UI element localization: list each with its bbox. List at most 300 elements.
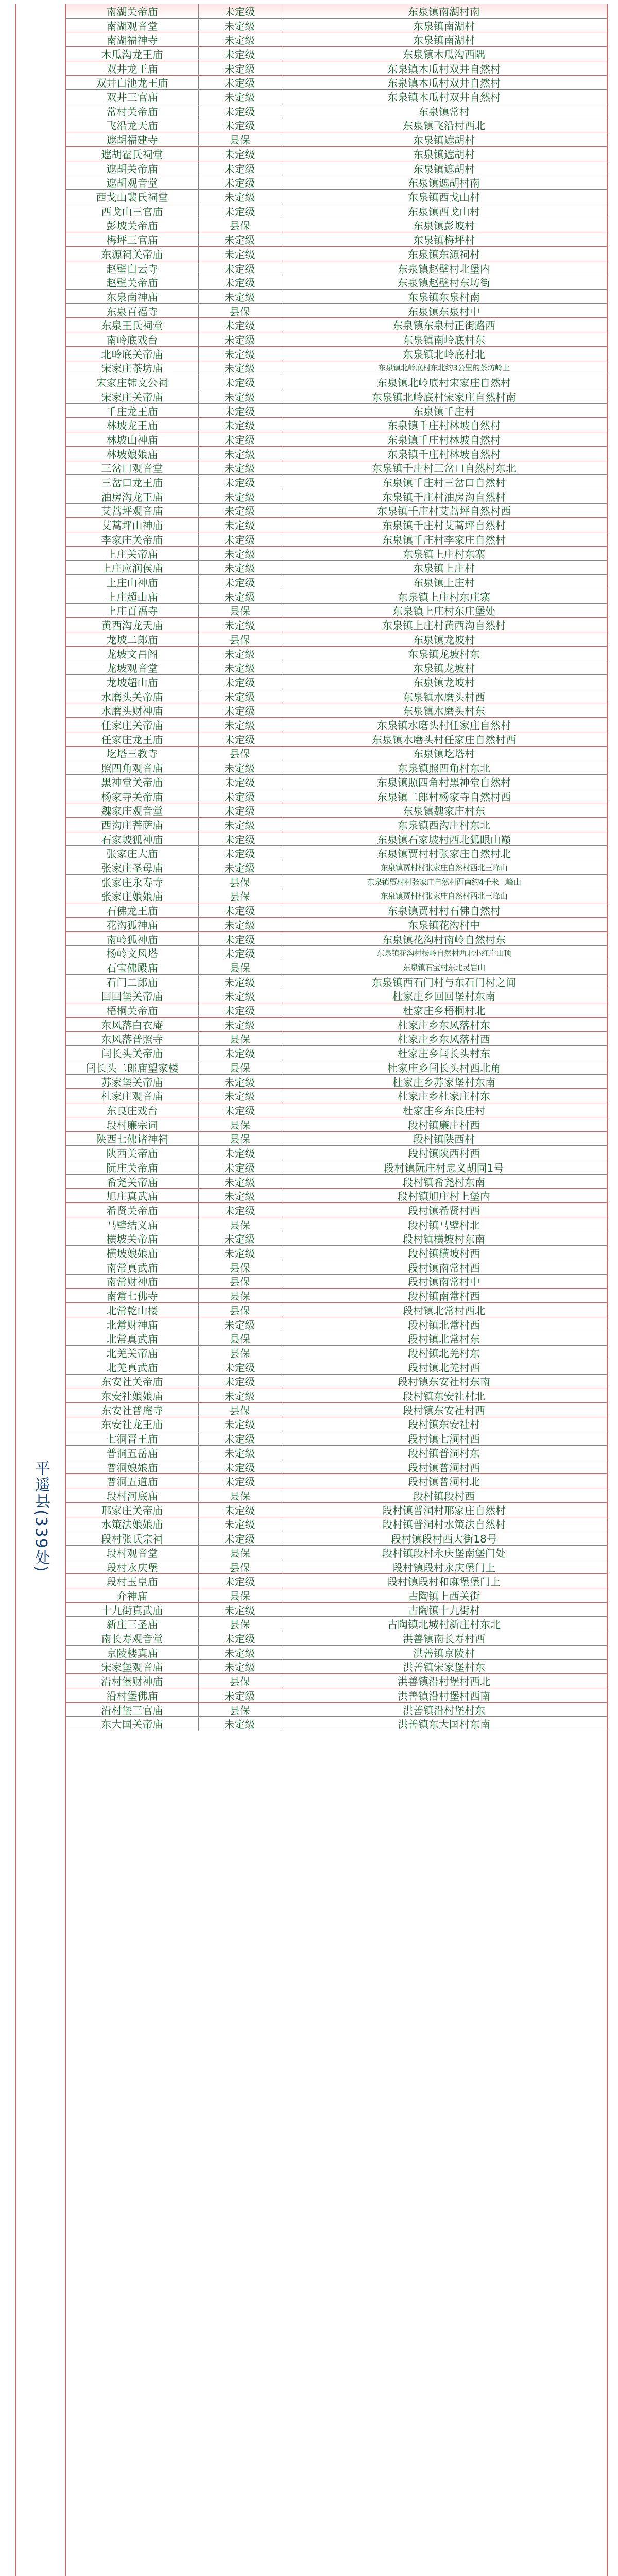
table-row	[66, 175, 607, 190]
protection-level-cell: 县保	[199, 960, 281, 974]
table-row	[66, 1617, 607, 1631]
table-row	[66, 32, 607, 47]
protection-level-cell: 未定级	[199, 1160, 281, 1174]
site-name-cell: 东安社娘娘庙	[66, 1388, 199, 1402]
site-name-cell: 北常真武庙	[66, 1331, 199, 1345]
site-name-cell: 林坡山神庙	[66, 432, 199, 446]
site-name-cell: 张家庄大庙	[66, 846, 199, 860]
site-name-cell: 南常七佛寺	[66, 1289, 199, 1302]
protection-level-cell: 未定级	[199, 1474, 281, 1488]
table-row	[66, 1474, 607, 1488]
protection-level-cell: 未定级	[199, 1103, 281, 1117]
location-cell: 东泉镇西戈山村	[408, 205, 480, 218]
location-cell: 杜家庄乡梧桐村北	[403, 1005, 485, 1017]
table-row	[66, 1717, 607, 1731]
table-row	[66, 461, 607, 476]
table-row	[66, 875, 607, 889]
location-cell: 东泉镇东泉村中	[408, 305, 480, 318]
protection-level-cell: 未定级	[199, 1075, 281, 1089]
table-row	[66, 1231, 607, 1246]
table-row	[66, 1631, 607, 1646]
location-cell: 东泉镇东源祠村	[408, 248, 480, 261]
location-cell: 段村镇南常村西	[408, 1261, 480, 1274]
table-row	[66, 1531, 607, 1546]
protection-level-cell: 未定级	[199, 547, 281, 561]
location-cell: 洪善镇南长寿村西	[403, 1633, 485, 1645]
protection-level-cell: 未定级	[199, 104, 281, 118]
table-row	[66, 275, 607, 290]
table-row	[66, 1560, 607, 1574]
location-cell: 东泉镇照四角村黑神堂自然村	[377, 776, 511, 789]
protection-level-cell: 未定级	[199, 703, 281, 717]
table-row	[66, 946, 607, 960]
protection-level-cell: 未定级	[199, 404, 281, 418]
table-row	[66, 575, 607, 589]
protection-level-cell: 未定级	[199, 903, 281, 917]
location-cell: 东泉镇北岭底村宋家庄自然村	[377, 377, 511, 389]
site-name-cell: 段村玉皇庙	[66, 1574, 199, 1588]
table-row	[66, 1275, 607, 1289]
location-cell: 段村镇东安社村	[408, 1418, 480, 1431]
table-row	[66, 1574, 607, 1588]
location-cell: 东泉镇贾村村张家庄自然村北	[377, 848, 511, 860]
protection-level-cell: 未定级	[199, 618, 281, 632]
site-name-cell: 三岔口龙王庙	[66, 475, 199, 489]
location-cell: 东泉镇二郎村杨家寺自然村西	[377, 790, 511, 803]
protection-level-cell: 未定级	[199, 789, 281, 803]
table-row	[66, 475, 607, 489]
table-row	[66, 347, 607, 361]
site-name-cell: 石宝佛殿庙	[66, 960, 199, 974]
table-row	[66, 803, 607, 818]
table-row	[66, 1289, 607, 1303]
table-row	[66, 846, 607, 860]
table-row	[66, 532, 607, 547]
protection-level-cell: 未定级	[199, 1388, 281, 1402]
location-cell: 段村镇马壁村北	[408, 1218, 480, 1231]
protection-level-cell: 县保	[199, 1703, 281, 1717]
protection-level-cell: 未定级	[199, 675, 281, 689]
table-row	[66, 989, 607, 1004]
site-name-cell: 东良庄戏台	[66, 1103, 199, 1117]
location-cell: 东泉镇南湖村	[413, 34, 475, 47]
site-name-cell: 陕西关帝庙	[66, 1146, 199, 1160]
protection-level-cell: 县保	[199, 1546, 281, 1560]
location-cell: 段村镇段村永庆堡门上	[392, 1561, 495, 1574]
location-cell: 古陶镇十九街村	[408, 1604, 480, 1617]
protection-level-cell: 县保	[199, 1560, 281, 1574]
table-body	[66, 4, 607, 1731]
location-cell: 东泉镇木瓜村双井自然村	[387, 91, 501, 104]
site-name-cell: 横坡娘娘庙	[66, 1246, 199, 1260]
table-row	[66, 1431, 607, 1446]
table-row	[66, 1175, 607, 1189]
site-name-cell: 东泉南神庙	[66, 290, 199, 303]
location-cell: 东泉镇东泉村正街路西	[392, 319, 495, 332]
location-cell: 东泉镇千庄村林坡自然村	[387, 448, 501, 461]
location-cell: 杜家庄乡东风落村西	[398, 1033, 490, 1046]
site-name-cell: 希贤关帝庙	[66, 1203, 199, 1217]
site-name-cell: 双井三官庙	[66, 90, 199, 104]
protection-level-cell: 县保	[199, 1588, 281, 1602]
location-cell: 东泉镇贾村村张家庄自然村西南约4千米三峰山	[367, 877, 521, 887]
location-cell: 古陶镇上西关街	[408, 1589, 480, 1602]
site-name-cell: 南岭底戏台	[66, 332, 199, 346]
location-cell: 段村镇普洞村水策法自然村	[382, 1518, 506, 1531]
protection-level-cell: 未定级	[199, 532, 281, 546]
site-name-cell: 李家庄关帝庙	[66, 532, 199, 546]
table-row	[66, 1060, 607, 1075]
site-name-cell: 沿村堡佛庙	[66, 1688, 199, 1702]
site-name-cell: 闫长头关帝庙	[66, 1046, 199, 1060]
site-name-cell: 梅坪三官庙	[66, 232, 199, 246]
protection-level-cell: 县保	[199, 632, 281, 646]
protection-level-cell: 未定级	[199, 989, 281, 1003]
site-name-cell: 段村观音堂	[66, 1546, 199, 1560]
site-name-cell: 西戈山三官庙	[66, 204, 199, 218]
site-name-cell: 北岭底关帝庙	[66, 347, 199, 361]
records-table	[15, 4, 608, 2576]
site-name-cell: 北常财神庙	[66, 1317, 199, 1331]
location-cell: 洪善镇沿村堡村西南	[398, 1689, 490, 1702]
site-name-cell: 介神庙	[66, 1588, 199, 1602]
location-cell: 东泉镇西石门村与东石门村之间	[372, 976, 516, 989]
protection-level-cell: 未定级	[199, 332, 281, 346]
site-name-cell: 艾蒿坪山神庙	[66, 518, 199, 532]
table-row	[66, 1303, 607, 1317]
location-cell: 东泉镇千庄村艾蒿坪自然村西	[377, 505, 511, 518]
location-cell: 段村镇希贤村西	[408, 1204, 480, 1217]
table-row	[66, 1075, 607, 1089]
location-cell: 杜家庄乡苏家堡村东南	[392, 1076, 495, 1089]
site-name-cell: 魏家庄观音堂	[66, 803, 199, 817]
protection-level-cell: 县保	[199, 1617, 281, 1631]
table-row	[66, 1260, 607, 1275]
protection-level-cell: 未定级	[199, 118, 281, 132]
location-cell: 段村镇普洞村东	[408, 1447, 480, 1460]
location-cell: 东泉镇花沟村杨岭自然村西北小红崖山顶	[376, 948, 511, 958]
site-name-cell: 东源祠关帝庙	[66, 247, 199, 261]
site-name-cell: 东泉百福寺	[66, 304, 199, 318]
site-name-cell: 石佛龙王庙	[66, 903, 199, 917]
protection-level-cell: 未定级	[199, 361, 281, 375]
location-cell: 段村镇南常村西	[408, 1290, 480, 1302]
site-name-cell: 段村永庆堡	[66, 1560, 199, 1574]
table-row	[66, 375, 607, 389]
site-name-cell: 遮胡霍氏祠堂	[66, 147, 199, 161]
site-name-cell: 龙坡观音堂	[66, 660, 199, 674]
site-name-cell: 石门二郎庙	[66, 975, 199, 989]
protection-level-cell: 县保	[199, 1132, 281, 1146]
site-name-cell: 龙坡文昌阁	[66, 647, 199, 660]
table-row	[66, 903, 607, 918]
site-name-cell: 宋家堡观音庙	[66, 1660, 199, 1674]
location-cell: 东泉镇上庄村东庄堡处	[392, 605, 495, 618]
site-name-cell: 石家坡狐神庙	[66, 832, 199, 846]
location-cell: 东泉镇赵壁村北堡内	[398, 262, 490, 275]
protection-level-cell: 未定级	[199, 760, 281, 774]
site-name-cell: 遮胡福建寺	[66, 132, 199, 146]
location-cell: 东泉镇南岭底村东	[403, 334, 485, 346]
location-cell: 段村镇北羌村西	[408, 1361, 480, 1374]
site-name-cell: 木瓜沟龙王庙	[66, 47, 199, 61]
protection-level-cell: 县保	[199, 218, 281, 232]
location-cell: 段村镇段村西	[413, 1489, 475, 1502]
protection-level-cell: 未定级	[199, 803, 281, 817]
site-name-cell: 任家庄龙王庙	[66, 732, 199, 746]
location-cell: 洪善镇京陵村	[413, 1647, 475, 1659]
location-cell: 东泉镇花沟村南岭自然村东	[382, 933, 506, 946]
protection-level-cell: 县保	[199, 747, 281, 760]
table-row	[66, 1189, 607, 1203]
protection-level-cell: 未定级	[199, 1203, 281, 1217]
protection-level-cell: 未定级	[199, 1631, 281, 1645]
table-row	[66, 832, 607, 846]
site-name-cell: 希尧关帝庙	[66, 1175, 199, 1189]
table-row	[66, 104, 607, 118]
county-column	[16, 4, 66, 2576]
protection-level-cell: 未定级	[199, 32, 281, 46]
protection-level-cell: 县保	[199, 1488, 281, 1502]
table-row	[66, 760, 607, 775]
location-cell: 东泉镇木瓜沟西隅	[403, 48, 485, 61]
site-name-cell: 北羌真武庙	[66, 1360, 199, 1374]
site-name-cell: 回回堡关帝庙	[66, 989, 199, 1003]
protection-level-cell: 未定级	[199, 1460, 281, 1474]
site-name-cell: 新庄三圣庙	[66, 1617, 199, 1631]
location-cell: 东泉镇遮胡村南	[408, 177, 480, 190]
location-cell: 洪善镇宋家堡村东	[403, 1661, 485, 1674]
site-name-cell: 沿村堡三官庙	[66, 1703, 199, 1717]
site-name-cell: 宋家庄韩文公祠	[66, 375, 199, 389]
site-name-cell: 艾蒿坪观音庙	[66, 504, 199, 518]
location-cell: 东泉镇木瓜村双井自然村	[387, 62, 501, 75]
site-name-cell: 普洞娘娘庙	[66, 1460, 199, 1474]
site-name-cell: 上庄关帝庙	[66, 547, 199, 561]
site-name-cell: 张家庄圣母庙	[66, 860, 199, 874]
protection-level-cell: 未定级	[199, 204, 281, 218]
protection-level-cell: 未定级	[199, 232, 281, 246]
protection-level-cell: 县保	[199, 875, 281, 889]
table-row	[66, 290, 607, 304]
table-row	[66, 1703, 607, 1717]
table-row	[66, 418, 607, 432]
site-name-cell: 西沟庄菩萨庙	[66, 818, 199, 832]
site-name-cell: 苏家堡关帝庙	[66, 1075, 199, 1089]
location-cell: 洪善镇东大国村东南	[398, 1718, 490, 1731]
protection-level-cell: 未定级	[199, 1688, 281, 1702]
protection-level-cell: 未定级	[199, 76, 281, 90]
location-cell: 东泉镇上庄村东寨	[403, 548, 485, 561]
table-row	[66, 1317, 607, 1332]
protection-level-cell: 未定级	[199, 561, 281, 574]
table-row	[66, 1660, 607, 1674]
location-cell: 杜家庄乡回回堡村东南	[392, 990, 495, 1003]
table-row	[66, 818, 607, 832]
table-row	[66, 1460, 607, 1475]
site-name-cell: 任家庄关帝庙	[66, 718, 199, 732]
location-cell: 段村镇东安社村西	[403, 1404, 485, 1417]
site-name-cell: 横坡关帝庙	[66, 1231, 199, 1245]
site-name-cell: 南长寿观音堂	[66, 1631, 199, 1645]
site-name-cell: 张家庄娘娘庙	[66, 889, 199, 903]
protection-level-cell: 未定级	[199, 318, 281, 332]
location-cell: 段村镇横坡村东南	[403, 1233, 485, 1246]
site-name-cell: 东安社龙王庙	[66, 1417, 199, 1431]
site-name-cell: 照四角观音庙	[66, 760, 199, 774]
table-row	[66, 489, 607, 504]
site-name-cell: 赵壁关帝庙	[66, 275, 199, 289]
protection-level-cell: 未定级	[199, 860, 281, 874]
location-cell: 东泉镇魏家庄村东	[403, 805, 485, 818]
table-row	[66, 1103, 607, 1117]
table-row	[66, 161, 607, 176]
table-row	[66, 975, 607, 989]
protection-level-cell: 未定级	[199, 1003, 281, 1017]
site-name-cell: 南湖关帝庙	[66, 4, 199, 18]
table-row	[66, 90, 607, 104]
location-cell: 东泉镇龙坡村东	[408, 648, 480, 660]
table-row	[66, 1403, 607, 1417]
site-name-cell: 双井龙王庙	[66, 61, 199, 75]
site-name-cell: 南湖观音堂	[66, 19, 199, 32]
table-row	[66, 1032, 607, 1046]
location-cell: 东泉镇千庄村林坡自然村	[387, 419, 501, 432]
site-name-cell: 林坡龙王庙	[66, 418, 199, 432]
table-row	[66, 132, 607, 147]
protection-level-cell: 未定级	[199, 1603, 281, 1617]
location-cell: 杜家庄乡东良庄村	[403, 1105, 485, 1117]
table-row	[66, 1160, 607, 1175]
site-name-cell: 段村廉宗词	[66, 1117, 199, 1131]
table-row	[66, 232, 607, 247]
table-row	[66, 147, 607, 161]
location-cell: 东泉镇常村	[418, 105, 470, 118]
location-cell: 古陶镇北城村新庄村东北	[387, 1618, 501, 1631]
site-name-cell: 双井白池龙王庙	[66, 76, 199, 90]
protection-level-cell: 未定级	[199, 347, 281, 361]
site-name-cell: 遮胡关帝庙	[66, 161, 199, 175]
table-row	[66, 561, 607, 575]
site-name-cell: 东泉王氏祠堂	[66, 318, 199, 332]
site-name-cell: 杜家庄观音庙	[66, 1089, 199, 1103]
location-cell: 东泉镇龙坡村	[413, 676, 475, 689]
location-cell: 东泉镇上庄村	[413, 562, 475, 575]
protection-level-cell: 县保	[199, 1289, 281, 1302]
location-cell: 段村镇东安社村东南	[398, 1376, 490, 1388]
location-cell: 东泉镇东泉村南	[408, 291, 480, 303]
location-cell: 洪善镇沿村堡村东	[403, 1704, 485, 1717]
protection-level-cell: 未定级	[199, 975, 281, 989]
site-name-cell: 段村河底庙	[66, 1488, 199, 1502]
table-row	[66, 1346, 607, 1360]
site-name-cell: 北羌关帝庙	[66, 1346, 199, 1360]
table-row	[66, 647, 607, 661]
location-cell: 东泉镇赵壁村东坊街	[398, 277, 490, 290]
table-row	[66, 1117, 607, 1132]
table-row	[66, 61, 607, 76]
protection-level-cell: 县保	[199, 304, 281, 318]
location-cell: 段村镇东安社村北	[403, 1390, 485, 1402]
protection-level-cell: 未定级	[199, 660, 281, 674]
location-cell: 东泉镇北岭底村北	[403, 348, 485, 361]
protection-level-cell: 未定级	[199, 61, 281, 75]
table-row	[66, 504, 607, 518]
site-name-cell: 水磨头财神庙	[66, 703, 199, 717]
location-cell: 段村镇北常村西	[408, 1318, 480, 1331]
protection-level-cell: 未定级	[199, 1146, 281, 1160]
site-name-cell: 宋家庄关帝庙	[66, 389, 199, 403]
protection-level-cell: 未定级	[199, 290, 281, 303]
table-row	[66, 19, 607, 33]
site-name-cell: 十九街真武庙	[66, 1603, 199, 1617]
site-name-cell: 南岭狐神庙	[66, 932, 199, 946]
site-name-cell: 北常乾山楼	[66, 1303, 199, 1317]
table-row	[66, 204, 607, 218]
location-cell: 东泉镇照四角村东北	[398, 762, 490, 774]
location-cell: 东泉镇西戈山村	[408, 191, 480, 204]
location-cell: 段村镇普洞村北	[408, 1476, 480, 1488]
protection-level-cell: 未定级	[199, 1231, 281, 1245]
table-row	[66, 604, 607, 618]
site-name-cell: 龙坡超山庙	[66, 675, 199, 689]
location-cell: 东泉镇梅坪村	[413, 234, 475, 246]
location-cell: 东泉镇龙坡村	[413, 633, 475, 646]
site-name-cell: 京陵楼真庙	[66, 1646, 199, 1659]
table-row	[66, 304, 607, 318]
protection-level-cell: 未定级	[199, 19, 281, 32]
location-cell: 段村镇北羌村东	[408, 1347, 480, 1360]
protection-level-cell: 县保	[199, 1217, 281, 1231]
location-cell: 东泉镇彭坡村	[413, 219, 475, 232]
location-cell: 东泉镇千庄村林坡自然村	[387, 433, 501, 446]
location-cell: 杜家庄乡闫长头村西北角	[387, 1061, 501, 1074]
protection-level-cell: 未定级	[199, 1046, 281, 1060]
table-row	[66, 589, 607, 604]
table-row	[66, 932, 607, 946]
site-name-cell: 普洞五道庙	[66, 1474, 199, 1488]
site-name-cell: 圪塔三教寺	[66, 747, 199, 760]
protection-level-cell: 未定级	[199, 775, 281, 789]
table-row	[66, 547, 607, 561]
table-row	[66, 732, 607, 747]
table-row	[66, 247, 607, 261]
protection-level-cell: 县保	[199, 1346, 281, 1360]
location-cell: 东泉镇千庄村艾蒿坪自然村	[382, 519, 506, 532]
location-cell: 东泉镇千庄村	[413, 405, 475, 418]
site-name-cell: 杨家寺关帝庙	[66, 789, 199, 803]
protection-level-cell: 未定级	[199, 1089, 281, 1103]
table-row	[66, 1674, 607, 1688]
location-cell: 段村镇北常村西北	[403, 1304, 485, 1317]
site-name-cell: 七洞晋王庙	[66, 1431, 199, 1445]
site-name-cell: 宋家庄茶坊庙	[66, 361, 199, 375]
location-cell: 东泉镇石家坡村西北狐眼山巅	[377, 833, 511, 846]
site-name-cell: 东安社关帝庙	[66, 1375, 199, 1388]
site-name-cell: 东风落白衣庵	[66, 1018, 199, 1031]
table-row	[66, 775, 607, 789]
protection-level-cell: 未定级	[199, 247, 281, 261]
table-row	[66, 1446, 607, 1460]
site-name-cell: 赵壁白云寺	[66, 261, 199, 275]
location-cell: 段村镇段村西大街18号	[391, 1533, 497, 1545]
protection-level-cell: 未定级	[199, 1018, 281, 1031]
table-row	[66, 518, 607, 532]
location-cell: 段村镇横坡村西	[408, 1247, 480, 1260]
protection-level-cell: 县保	[199, 1674, 281, 1688]
protection-level-cell: 未定级	[199, 932, 281, 946]
protection-level-cell: 未定级	[199, 1717, 281, 1731]
